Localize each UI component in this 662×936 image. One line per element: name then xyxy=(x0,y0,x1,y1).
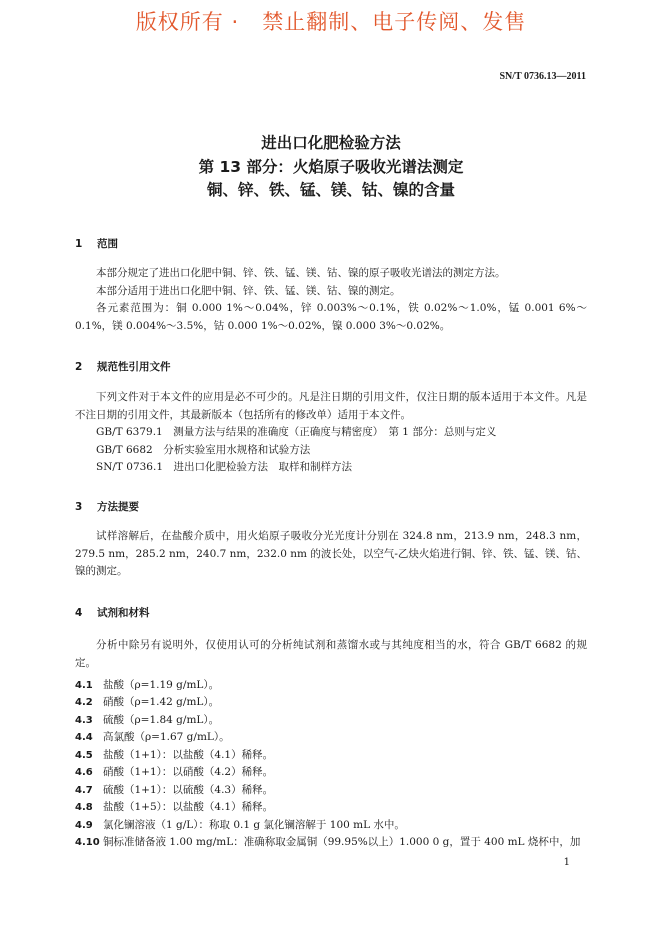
reagent-item xyxy=(75,729,587,744)
reference-item: SN/T 0736.1 进出口化肥检验方法 取样和制样方法 xyxy=(96,461,352,473)
reagent-text: 高氯酸（ρ=1.67 g/mL）。 xyxy=(103,731,230,743)
normative-intro: 下列文件对于本文件的应用是必不可少的。凡是注日期的引用文件，仅注日期的版本适用于本文件。凡是不注日期的引用文件，其最新版本（包括所有的修改单）适用于本文件。 xyxy=(75,391,587,421)
reagent-item xyxy=(75,677,587,692)
scope-paragraph-1: 本部分规定了进出口化肥中铜、锌、铁、锰、镁、钴、镍的原子吸收光谱法的测定方法。 xyxy=(96,267,506,279)
reagent-text: 氯化镧溶液（1 g/L）：称取 0.1 g 氯化镧溶解于 100 mL 水中。 xyxy=(103,819,405,831)
section-heading-2 xyxy=(75,359,171,374)
copyright-watermark: 版权所有 · 禁止翻制、电子传阅、发售 xyxy=(135,10,527,34)
reagent-item xyxy=(75,834,587,849)
reagent-number: 4.6 xyxy=(75,767,93,778)
reagent-item xyxy=(75,799,587,814)
principle-body xyxy=(75,528,587,581)
normative-body xyxy=(75,389,587,477)
scope-body xyxy=(75,265,587,335)
scope-paragraph-2: 本部分适用于进出口化肥中铜、锌、铁、锰、镁、钴、镍的测定。 xyxy=(96,284,401,297)
section-number: 2 xyxy=(75,361,83,373)
reagent-text: 硝酸（1+1）：以硝酸（4.2）稀释。 xyxy=(103,766,274,778)
reagent-number: 4.5 xyxy=(75,750,93,761)
doc-title-line3: 铜、锌、铁、锰、镁、钴、镍的含量 xyxy=(206,181,455,199)
reagent-item xyxy=(75,764,587,779)
reagent-text: 硫酸（ρ=1.84 g/mL）。 xyxy=(103,714,220,726)
section-number: 3 xyxy=(75,501,83,513)
section-title: 方法提要 xyxy=(97,501,139,513)
reagent-item xyxy=(75,712,587,727)
reagent-number: 4.4 xyxy=(75,732,93,743)
reagent-item xyxy=(75,694,587,709)
reagent-text: 硝酸（ρ=1.42 g/mL）。 xyxy=(103,696,220,708)
reagent-item xyxy=(75,782,587,797)
reagent-item xyxy=(75,817,587,832)
section-number: 1 xyxy=(75,238,83,250)
section-heading-3 xyxy=(75,499,139,514)
reagent-text: 盐酸（ρ=1.19 g/mL）。 xyxy=(103,679,220,691)
reagent-item xyxy=(75,747,587,762)
reagent-number: 4.2 xyxy=(75,697,93,708)
standard-number: SN/T 0736.13—2011 xyxy=(499,71,586,82)
reagent-text: 铜标准储备液 1.00 mg/mL：准确称取金属铜（99.95%以上）1.000 0 g，置于 400 mL 烧杯中，加 xyxy=(103,836,581,848)
principle-paragraph: 试样溶解后，在盐酸介质中，用火焰原子吸收分光光度计分别在 324.8 nm，213.9 nm，248.3 nm，279.5 nm，285.2 nm，240.7 nm，232.0 nm 的波长处，以空气-乙炔火焰进行铜、锌、铁、锰、镁、钴、镍的测定。 xyxy=(75,530,587,577)
reagents-intro-body xyxy=(75,637,587,672)
page-number: 1 xyxy=(563,857,570,868)
reagent-text: 盐酸（1+1）：以盐酸（4.1）稀释。 xyxy=(103,749,274,761)
section-title: 规范性引用文件 xyxy=(97,361,171,373)
reagent-number: 4.8 xyxy=(75,802,93,813)
reagent-number: 4.3 xyxy=(75,715,93,726)
reagent-number: 4.1 xyxy=(75,680,93,691)
reagent-number: 4.9 xyxy=(75,820,93,831)
doc-title-line2: 第 13 部分：火焰原子吸收光谱法测定 xyxy=(198,158,464,176)
section-heading-4 xyxy=(75,605,150,620)
section-title: 范围 xyxy=(97,238,118,250)
reagent-text: 盐酸（1+5）：以盐酸（4.1）稀释。 xyxy=(103,801,274,813)
section-heading-1 xyxy=(75,236,118,251)
scope-paragraph-3: 各元素范围为：铜 0.000 1%～0.04%，锌 0.003%～0.1%，铁 0.02%～1.0%，锰 0.001 6%～0.1%，镁 0.004%～3.5%，钴 0.000 1%～0.02%，镍 0.000 3%～0.02%。 xyxy=(75,302,587,332)
reference-item: GB/T 6379.1 测量方法与结果的准确度（正确度与精密度） 第 1 部分：总则与定义 xyxy=(96,426,497,438)
reagents-intro: 分析中除另有说明外，仅使用认可的分析纯试剂和蒸馏水或与其纯度相当的水，符合 GB/T 6682 的规定。 xyxy=(75,639,587,669)
section-title: 试剂和材料 xyxy=(97,607,150,619)
reagent-number: 4.10 xyxy=(75,837,100,848)
reagent-text: 硫酸（1+1）：以硫酸（4.3）稀释。 xyxy=(103,784,274,796)
section-number: 4 xyxy=(75,607,83,619)
reagent-number: 4.7 xyxy=(75,785,93,796)
reference-item: GB/T 6682 分析实验室用水规格和试验方法 xyxy=(96,443,311,456)
doc-title-line1: 进出口化肥检验方法 xyxy=(261,134,401,152)
